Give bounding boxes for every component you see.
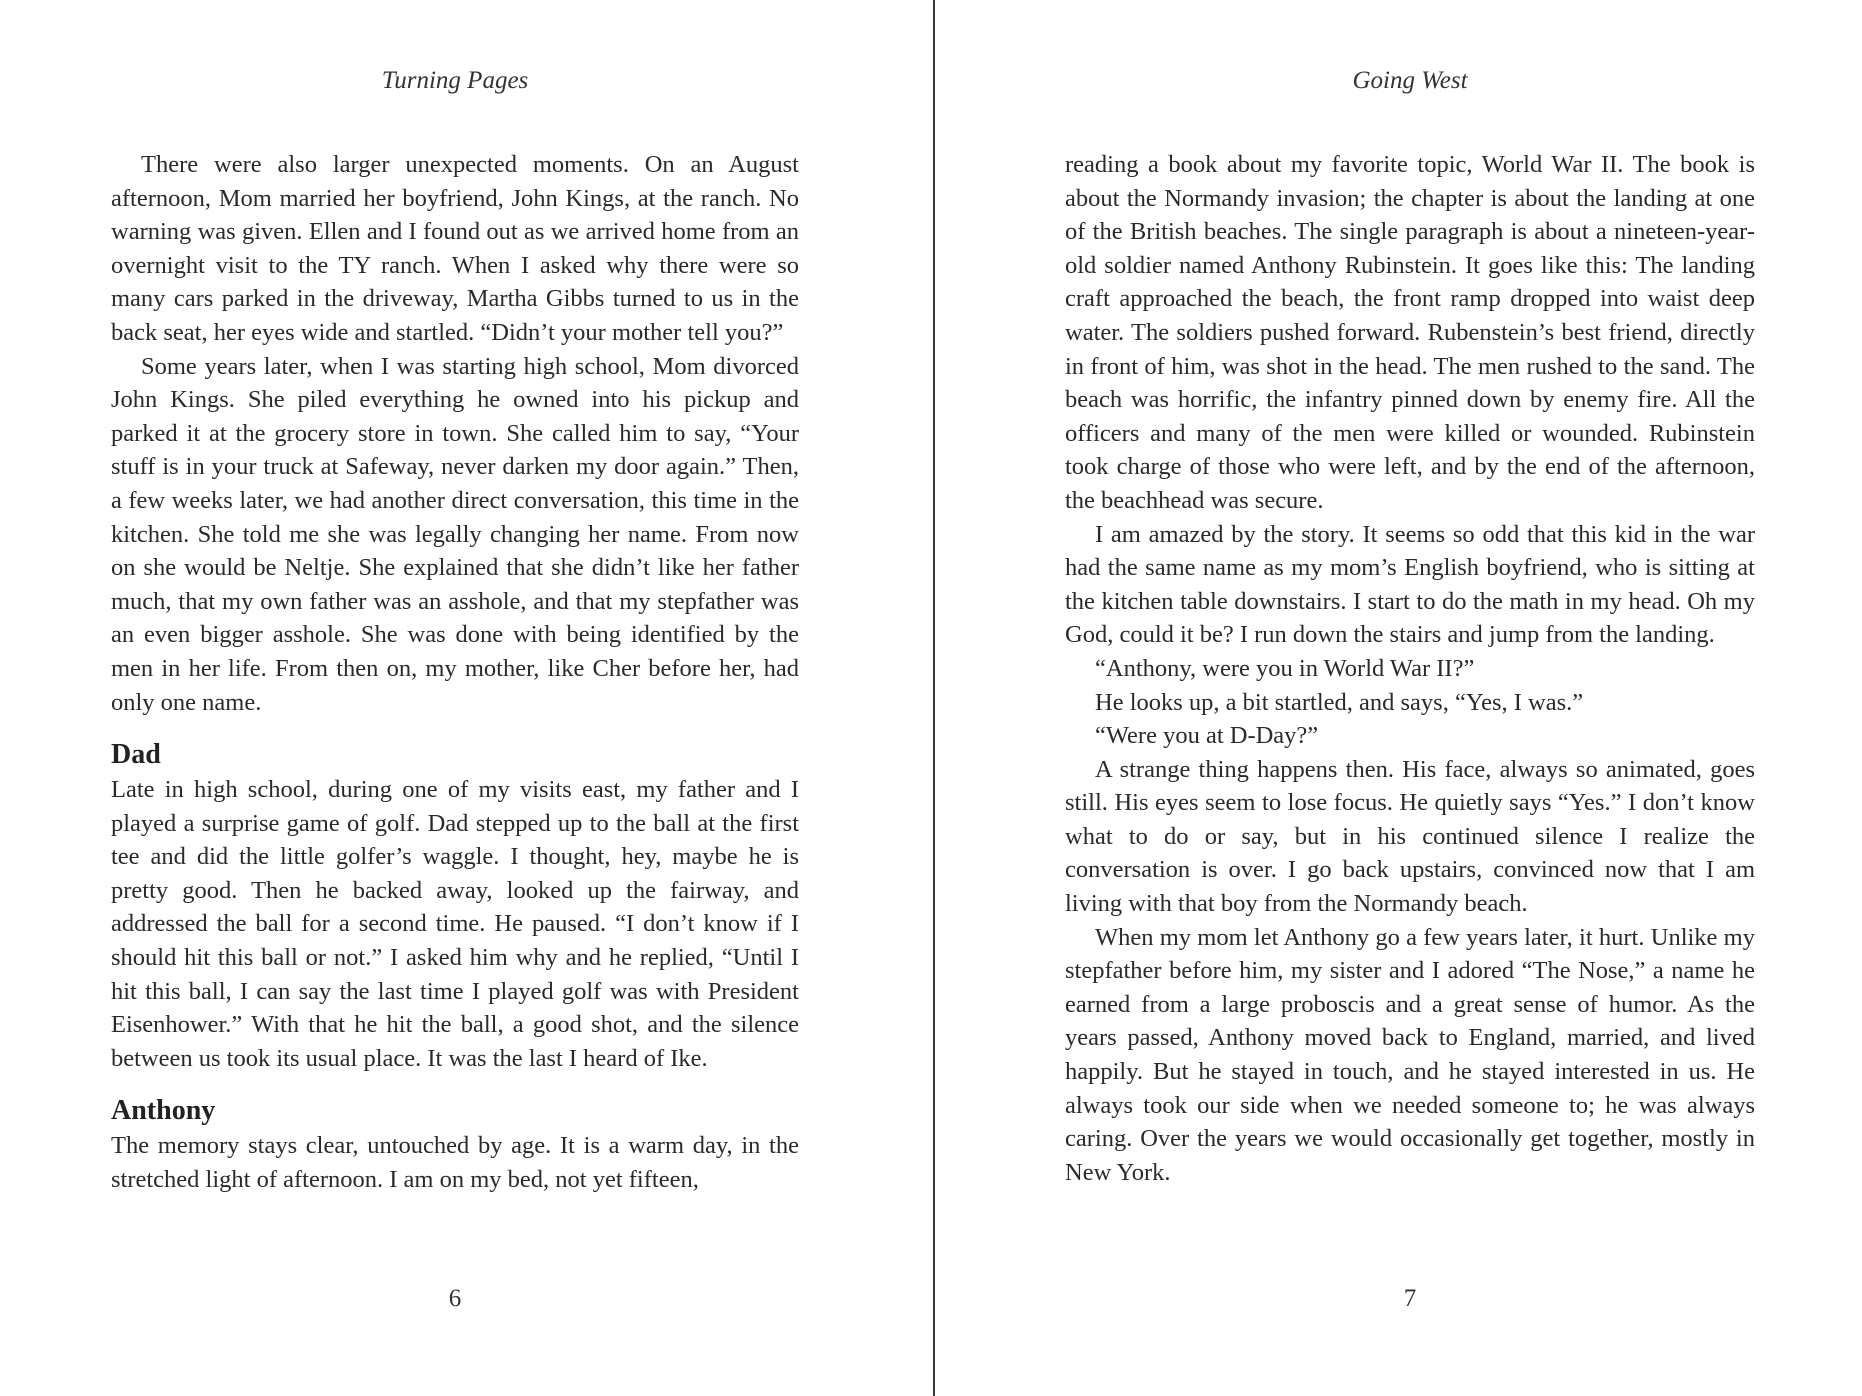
running-head-right: Going West: [1352, 67, 1468, 94]
left-page-body: [111, 148, 799, 1197]
body-paragraph: “Anthony, were you in World War II?”: [1095, 654, 1475, 682]
page-number-right: 7: [1403, 1285, 1417, 1312]
section-heading-anthony: Anthony: [111, 1095, 216, 1127]
body-paragraph: reading a book about my favorite topic, World War II. The book is about the Normandy invasion; the chapter is about the landing at one of the British beaches. The single paragraph is about a nineteen-year-old soldier named Anthony Rubinstein. It goes like this: The landing craft approached the beach, the front ramp dropped into waist deep water. The soldiers pushed forward. Rubenstein’s best friend, directly in front of him, was shot in the head. The men rushed to the sand. The beach was horrific, the infantry pinned down by enemy fire. All the officers and many of the men were killed or wounded. Rubinstein took charge of those who were left, and by the end of the afternoon, the beachhead was secure.: [1065, 151, 1755, 514]
body-paragraph: He looks up, a bit startled, and says, “Yes, I was.”: [1095, 688, 1584, 716]
body-paragraph: There were also larger unexpected moments. On an August afternoon, Mom married her boyfriend, John Kings, at the ranch. No warning was given. Ellen and I found out as we arrived home from an overnight visit to the TY ranch. When I asked why there were so many cars parked in the driveway, Martha Gibbs turned to us in the back seat, her eyes wide and startled. “Didn’t your mother tell you?”: [111, 151, 799, 346]
running-head-left: Turning Pages: [381, 67, 529, 94]
body-paragraph: Late in high school, during one of my visits east, my father and I played a surprise game of golf. Dad stepped up to the ball at the first tee and did the little golfer’s waggle. I thought, hey, maybe he is pretty good. Then he backed away, looked up the fairway, and addressed the ball for a second time. He paused. “I don’t know if I should hit this ball or not.” I asked him why and he replied, “Until I hit this ball, I can say the last time I played golf was with President Eisenhower.” With that he hit the ball, a good shot, and the silence between us took its usual place. It was the last I heard of Ike.: [111, 776, 799, 1072]
body-paragraph: I am amazed by the story. It seems so odd that this kid in the war had the same name as my mom’s English boyfriend, who is sitting at the kitchen table downstairs. I start to do the math in my head. Oh my God, could it be? I run down the stairs and jump from the landing.: [1065, 520, 1755, 649]
body-paragraph: Some years later, when I was starting high school, Mom divorced John Kings. She piled everything he owned into his pickup and parked it at the grocery store in town. She called him to say, “Your stuff is in your truck at Safeway, never darken my door again.” Then, a few weeks later, we had another direct conversation, this time in the kitchen. She told me she was legally changing her name. From now on she would be Neltje. She explained that she didn’t like her father much, that my own father was an asshole, and that my stepfather was an even bigger asshole. She was done with being identified by the men in her life. From then on, my mother, like Cher before her, had only one name.: [111, 352, 799, 716]
page-gutter-divider: [933, 0, 935, 1396]
body-paragraph: A strange thing happens then. His face, always so animated, goes still. His eyes seem to lose focus. He quietly says “Yes.” I don’t know what to do or say, but in his continued silence I realize the conversation is over. I go back upstairs, convinced now that I am living with that boy from the Normandy beach.: [1065, 755, 1755, 918]
page-number-left: 6: [448, 1285, 462, 1312]
body-paragraph: When my mom let Anthony go a few years later, it hurt. Unlike my stepfather before him, my sister and I adored “The Nose,” a name he earned from a large proboscis and a great sense of humor. As the years passed, Anthony moved back to England, married, and lived happily. But he stayed in touch, and he stayed interested in us. He always took our side when we needed someone to; he was always caring. Over the years we would occasionally get together, mostly in New York.: [1065, 923, 1755, 1186]
left-page: [111, 0, 799, 1396]
right-page-body: [1065, 148, 1755, 1189]
body-paragraph: The memory stays clear, untouched by age. It is a warm day, in the stretched light of afternoon. I am on my bed, not yet fifteen,: [111, 1132, 799, 1194]
right-page: [1065, 0, 1755, 1396]
body-paragraph: “Were you at D-Day?”: [1095, 722, 1319, 750]
section-heading-dad: Dad: [111, 739, 161, 771]
